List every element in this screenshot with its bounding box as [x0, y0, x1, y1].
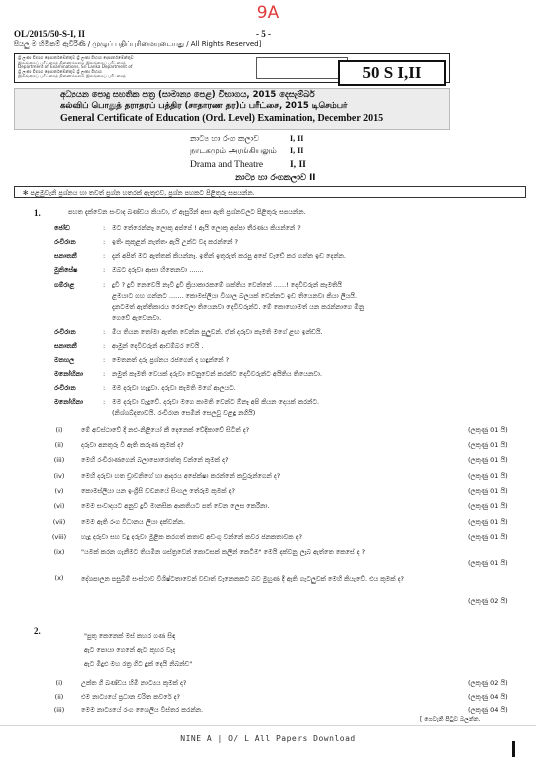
marks: (ලකුණු 01 යි): [468, 518, 508, 526]
exam-title-sinhala: අධ්‍යයන පොදු සහතික පත්‍ර (සාමාන්‍ය පෙළ) විභාගය, 2015 දෙසැම්බර්: [60, 90, 315, 100]
dept-line: ශ්‍රී ලංකා විභාග දෙපාර්තමේන්තුව ශ්‍රී ලංකා විභාග දෙපාර්තමේන්තුව: [18, 55, 134, 60]
subquestion-number: (viii): [51, 533, 67, 541]
section-title: නාට්‍ය හා රංගකලාව II: [235, 173, 316, 183]
subquestion-text: මෙහි රංචිරාණගෙන් බලාපොරොත්තු වන්නේ කුමක් ද?: [81, 456, 229, 464]
colon: :: [103, 252, 106, 260]
colon: :: [103, 266, 106, 274]
subquestion-text: මේ අවස්ථාවේ දී නළු-නිළියෝ කී දෙනෙක් වේදිකාවේ සිටිත් ද?: [81, 426, 250, 434]
subquestion-number: (iii): [53, 706, 65, 714]
subquestion-number: (ii): [54, 441, 64, 449]
subquestion-number: (ii): [54, 693, 64, 701]
question-number: 1.: [34, 208, 41, 218]
subquestion-text: මෙම ඇති රංග විධානය ලියා දක්වන්න.: [81, 518, 186, 526]
paper-code-box: 50 S I,II: [338, 60, 446, 86]
speaker: ගම්රාළ: [54, 281, 75, 289]
dialogue-line: ආමුන් දෙවිවරුන් ආඩම්බර වෙයි .: [112, 342, 204, 350]
speaker: මනෝහිනා: [54, 398, 84, 406]
marks: (ලකුණු 01 යි): [468, 502, 508, 510]
marks: (ලකුණු 01 යි): [468, 472, 508, 480]
dialogue-line: මෙතනත් දරු ප්‍රශ්නය රජගෙන් ද හඳුන්නේ ?: [112, 356, 230, 364]
dept-line: ශ්‍රී ලංකා විභාග දෙපාර්තමේන්තුව ශ්‍රී ලංකා විභාග: [18, 68, 102, 74]
question-intro: පහත දැක්වෙන සංවාද ඛණ්ඩය කියවා, ඒ ඇසුරින් අසා ඇති ප්‍රශ්නවලට පිළිතුරු සපයන්න.: [68, 208, 306, 216]
speaker: මුනිසේෂ: [54, 266, 78, 274]
subquestion-text: මෙම නාට්‍යයේ රංග ශෛලිය විස්තර කරන්න.: [81, 706, 204, 714]
subject-tamil: நாடகமும் அரங்கியலும்: [190, 146, 277, 155]
marks: (ලකුණු 04 යි): [468, 706, 508, 714]
subquestion-number: (i): [55, 679, 63, 687]
colon: :: [103, 370, 106, 378]
poem-line: ඇට පොයා ගෙනේ ඇට කුහර වැද: [84, 646, 176, 654]
exam-title-english: General Certificate of Education (Ord. Level) Examination, December 2015: [60, 113, 384, 124]
dialogue-line: නමුත් කැමති වෙයක් දරුවා වෙනුවෙන් කරන්ට දෙවිවරුන්ට අයිතිය තියෙනවා.: [112, 370, 323, 378]
speaker: ජෝඩ: [54, 224, 70, 232]
subquestion-number: (iii): [53, 456, 65, 464]
colon: :: [103, 281, 106, 289]
speaker: රංචිරාන: [54, 238, 76, 246]
subquestion-number: (vi): [53, 502, 65, 510]
instruction-box: ✻ පළමුවැනි ප්‍රශ්නය හා තවත් ප්‍රශ්න හතරක් ඇතුළුව, ප්‍රශ්න පහකට පිළිතුරු සපයන්න.: [14, 186, 526, 198]
subquestion-number: (vii): [52, 518, 66, 526]
footer-divider: [0, 725, 536, 726]
marks: (ලකුණු 04 යි): [468, 693, 508, 701]
subject-code: I, II: [290, 160, 306, 170]
paper-reference: OL/2015/50-S-I, II: [14, 29, 86, 39]
marks: (ලකුණු 01 යි): [468, 456, 508, 464]
dept-line: இலங்கைப் பரீட்சைத் திணைக்களம் இலங்கைப் பரீட்சைத்: [18, 73, 126, 79]
subject-sinhala: නාට්‍ය හා රංග කලාව: [190, 134, 259, 143]
scan-edge-mark: [512, 741, 515, 757]
subquestion-number: (i): [55, 426, 63, 434]
colon: :: [103, 238, 106, 246]
dialogue-line: ගෙවේ ඇවෙනවා.: [112, 314, 162, 322]
page-number: - 5 -: [256, 29, 271, 39]
marks: (ලකුණු 01 යි): [468, 426, 508, 434]
subquestion-text: දේශපාලන පසුබිම් සංස්ථාව විශිෂ්ටතාවෙන් වඩාත් වැනෙකකට බව මුහුණ දී ඇති ගැටලුවක් මෙහි කියැවේ. එය කුමක් ද?: [81, 575, 404, 583]
dialogue-line: ඔබට දරුවා ආසා හිතෙනවා .......: [112, 266, 204, 274]
subquestion-text: මෙහි දරුවා හත ඩ්‍රාවනිගේ හා ආදරය අපේක්ෂා කරන්නේ කවුරුන්ගෙන් ද?: [81, 472, 281, 480]
subquestion-text: හැදූ දරුවා සහ වදු දරුවා මුළික කරගත් කතාව අඩංගු වන්නේ කවර ජනකතාවක ද?: [81, 533, 302, 541]
marks: (ලකුණු 01 යි): [468, 559, 508, 567]
dept-line: Department of Examinations, Sri Lanka Department of: [18, 64, 133, 70]
marks: (ලකුණු 01 යි): [468, 441, 508, 449]
subquestion-number: (iv): [53, 472, 65, 480]
footer-banner: NINE A | O/ L All Papers Download: [180, 734, 356, 743]
subject-code: I, II: [290, 146, 304, 155]
colon: :: [103, 356, 106, 364]
subquestion-text: දරුවා අනතුරු වී ඇති කරුණ කුමක් ද?: [81, 441, 184, 449]
subquestion-text: උක්ත ගී ඛණ්ඩය හිමි නාට්‍යය කුමක් ද?: [81, 679, 187, 687]
dialogue-line: දුවී ? දුවී නෙවෙයි නැවී දුවී ක්‍රියාකාරකමේ ශක්තිය වෙන්නේ ......! දෙවිවරුන් කැමතියි: [112, 281, 342, 289]
dialogue-line: මම දරුවා වැදුවේ. දරුවා මගෙ කාමති වෙන්ට ඕනෑ අපි කියන දෙයක් කරන්ට.: [112, 398, 320, 406]
marks: (ලකුණු 01 යි): [468, 533, 508, 541]
colon: :: [103, 328, 106, 336]
question-number: 2.: [34, 626, 41, 636]
subquestion-text: එම නාට්‍යයේ ප්‍රධාන චරිත කවරේ ද?: [81, 693, 180, 701]
dialogue-line: දැන් අපිත් මට ඇත්තක් කියන්නෑ. ඉතින් ඉතුරුත් කරපු අපේ වැඩේ කර ගන්න ඉඩ දෙන්න.: [112, 252, 346, 260]
colon: :: [103, 384, 106, 392]
dialogue-line: දැනටමත් ඇත්තිකාරය රෙවෙලා තියෙනවා දෙවිවරුන්ට. මේ කොහොමත් යන කරන්නාගෙ මිනු: [112, 303, 365, 311]
subquestion-number: (x): [54, 574, 64, 582]
marks: (ලකුණු 02 යි): [468, 597, 508, 605]
dialogue-line: (නිශ්ශබ්දතාවයි. රංචිරාන සෙමින් සෙලවු වළඳු නගියි): [112, 409, 256, 417]
rights-notice: සියලු ම හිමිකම් ඇවිරිණි / முழுப் பதிப்புரிமையுடையது / All Rights Reserved]: [14, 40, 262, 48]
poem-line: "පුතු කෙනෙක් මස් කහර ගණ සිඳ: [84, 632, 176, 640]
subquestion-number: (ix): [53, 548, 65, 556]
colon: :: [103, 398, 106, 406]
subquestion-number: (v): [54, 487, 64, 495]
department-lines: [18, 56, 258, 79]
colon: :: [103, 224, 106, 232]
poem-line: ඇට මිදුළු මහ රත්‍ර ගිට දුක් දෙයි නිබන්ඩ": [84, 660, 193, 668]
subquestion-text: මෙම සංවාදයට අනුව දුවී මානසික ආකතියට පත් වෙන ලෙස කෙරීනා.: [81, 502, 270, 510]
dialogue-line: ළමයාට ගහ ගන්නට ....... කොමස්ලියා විශාල බලයක් වෙන්නට ඉඩ තියෙනවා කියා ලියයි.: [112, 292, 358, 300]
colon: :: [103, 342, 106, 350]
speaker: රංචිරාන: [54, 328, 76, 336]
dialogue-line: මම දරුවා හැදුවා. දරුවා කැමති මගේ ආලයට.: [112, 384, 236, 392]
page-mark: 9A: [256, 3, 280, 23]
speaker: සනාතනී: [54, 252, 77, 260]
speaker: රංචිරාන: [54, 384, 76, 392]
speaker: මනෝහිනා: [54, 370, 84, 378]
dept-line: இலங்கைப் பரீட்சைத் திணைக்களம் இலங்கைப் பரீட்சைத்: [18, 59, 126, 65]
dialogue-line: මිය තියන තෝමා ඇත්ත වෙන්න පුලුවන්. ඒක් දරුවා කැමති මගේ ළඟ ඉන්ඩයි.: [112, 328, 323, 336]
dialogue-line: මට තේරෙන්නෑ ලොකු අප්පේ ! ඇයි ලොකු අප්පා තීරණය කියන්නේ ?: [112, 224, 301, 232]
marks: (ලකුණු 02 යි): [468, 679, 508, 687]
subject-code: I, II: [290, 134, 304, 143]
subquestion-text: කොමස්ලියා යන ඉංග්‍රීසි වචනයේ සිංහල තේරුම කුමක් ද?: [81, 487, 235, 495]
speaker: මනහල: [54, 356, 75, 364]
speaker: සනාතනී: [54, 342, 77, 350]
confidential-seal: [256, 57, 348, 79]
subject-english: Drama and Theatre: [190, 160, 264, 170]
marks: (ලකුණු 01 යි): [468, 487, 508, 495]
turn-page-note: [ ගෙවැනි පිටුව බලන්න.: [420, 716, 481, 723]
dialogue-line: ඉතිං කුකුළන් නැත්තං ඇයි උන්ට වද කරන්නේ ?: [112, 238, 238, 246]
subquestion-text: "යමක් කරන ගැනීමට තියමින ශස්ත්‍රවෙන් කොටසක් කලින් කෙටීම" මෙයි දක්වනු ලැබ ඇත්තෙ කෙසේ ද ?: [81, 548, 366, 556]
exam-title-tamil: கல்விப் பொதுத் தராதரப் பத்திர (சாதாரண தர)ப் பரீட்சை, 2015 டிசெம்பர்: [60, 101, 348, 111]
